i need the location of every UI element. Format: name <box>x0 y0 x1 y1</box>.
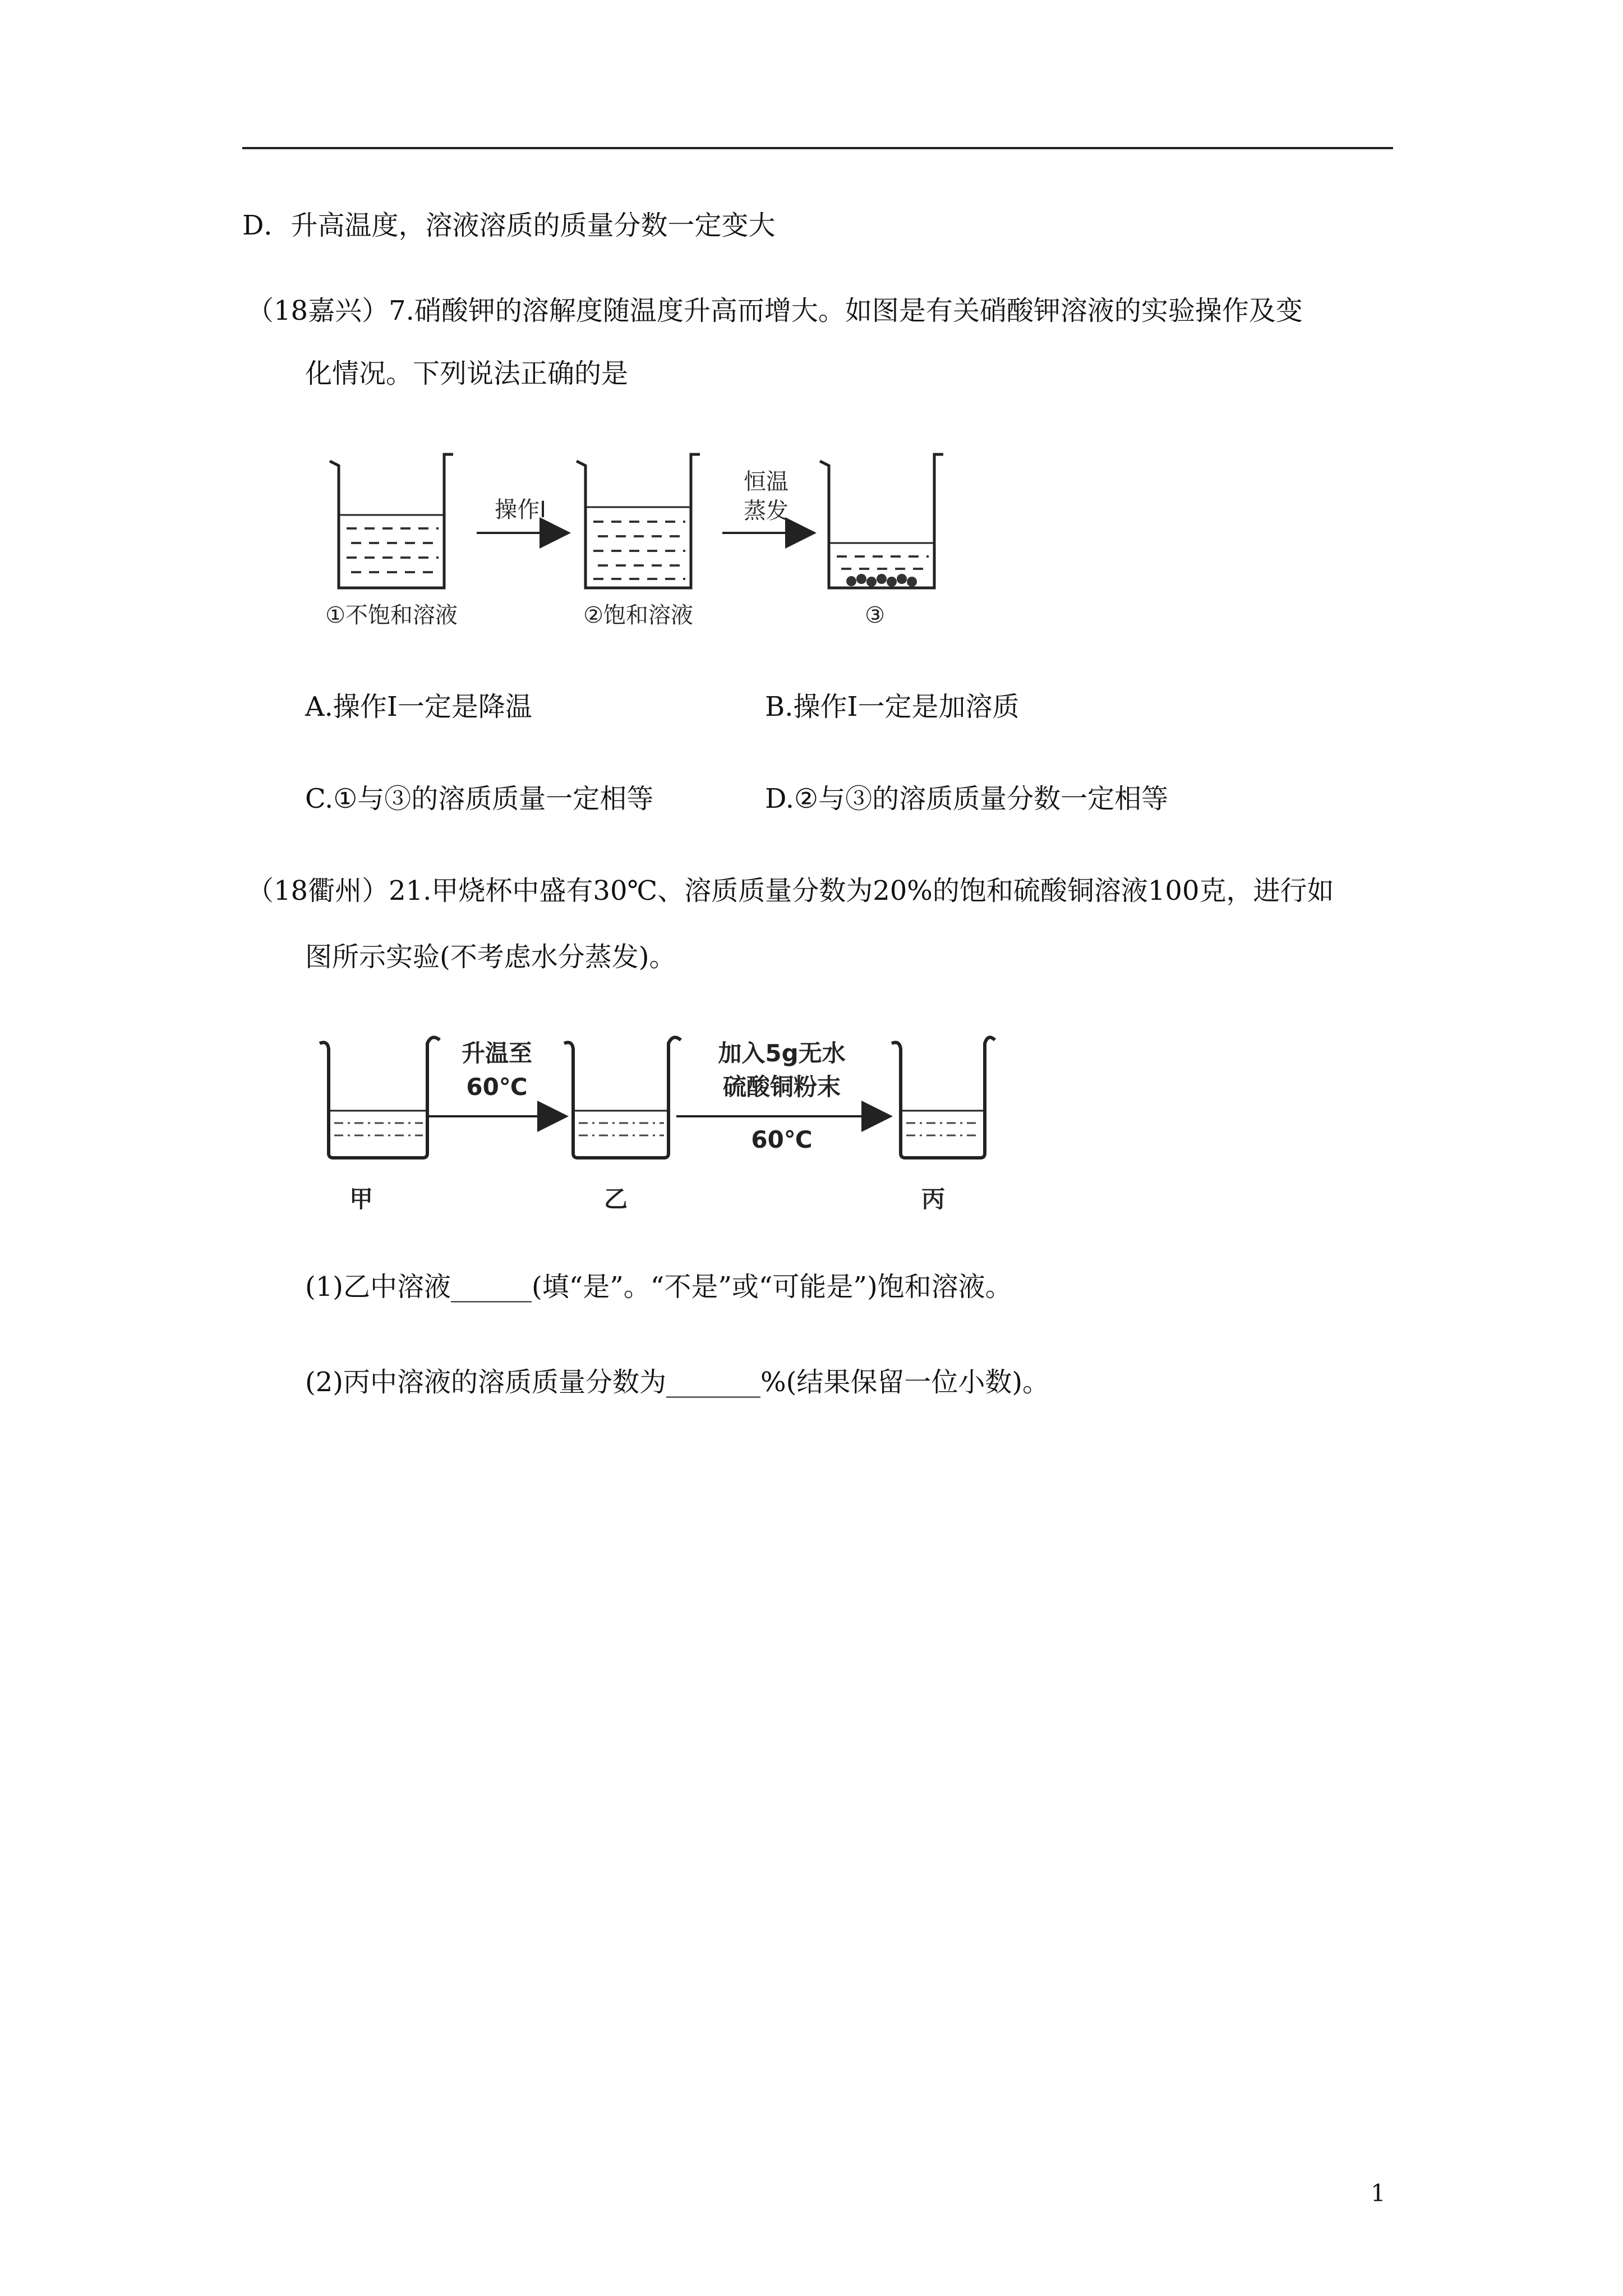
q7-text-line1: （18嘉兴）7.硝酸钾的溶解度随温度升高而增大。如图是有关硝酸钾溶液的实验操作及变 <box>247 295 1303 326</box>
q21-text-line1: （18衢州）21.甲烧杯中盛有30℃、溶质质量分数为20%的饱和硫酸铜溶液100克，进行如 <box>247 875 1334 907</box>
beaker-1 <box>330 454 453 588</box>
option-d-prev: D．升高温度，溶液溶质的质量分数一定变大 <box>242 210 776 241</box>
beaker-yi-caption: 乙 <box>603 1185 628 1213</box>
step2-middle: 硫酸铜粉末 <box>722 1073 841 1101</box>
beaker-3-caption: ③ <box>865 602 885 628</box>
op2-label-bottom: 蒸发 <box>744 498 789 524</box>
q7-option-a: A.操作Ⅰ一定是降温 <box>305 691 532 723</box>
crystals <box>846 574 917 587</box>
beaker-jia <box>320 1037 440 1158</box>
beaker-2-caption: ②饱和溶液 <box>583 602 693 628</box>
q7-figure <box>314 449 976 639</box>
beaker-bing-caption: 丙 <box>921 1185 946 1213</box>
step2-top: 加入5g无水 <box>718 1039 846 1067</box>
beaker-1-caption: ①不饱和溶液 <box>325 602 458 628</box>
q7-option-d: D.②与③的溶质质量分数一定相等 <box>765 783 1169 815</box>
q7-option-b: B.操作Ⅰ一定是加溶质 <box>765 691 1020 723</box>
op2-label-top: 恒温 <box>744 469 789 495</box>
op1-label: 操作Ⅰ <box>495 497 546 523</box>
step2-bottom: 60℃ <box>751 1126 813 1153</box>
q21-figure <box>314 1027 998 1217</box>
header-rule <box>242 147 1393 149</box>
beaker-bing <box>892 1037 995 1158</box>
beaker-3 <box>820 454 943 588</box>
step1-top: 升温至 <box>461 1039 533 1067</box>
q7-option-c: C.①与③的溶质质量一定相等 <box>305 783 654 815</box>
q7-text-line2: 化情况。下列说法正确的是 <box>305 358 629 389</box>
page-number: 1 <box>1371 2179 1386 2207</box>
beaker-2 <box>577 454 700 588</box>
step1-bottom: 60℃ <box>466 1073 528 1101</box>
beaker-jia-caption: 甲 <box>349 1185 374 1213</box>
beaker-yi <box>564 1037 681 1158</box>
q21-text-line2: 图所示实验(不考虑水分蒸发)。 <box>305 941 676 973</box>
q21-sub2: (2)丙中溶液的溶质质量分数为_______%(结果保留一位小数)。 <box>305 1366 1050 1398</box>
q21-sub1: (1)乙中溶液______(填“是”。“不是”或“可能是”)饱和溶液。 <box>305 1271 1012 1303</box>
